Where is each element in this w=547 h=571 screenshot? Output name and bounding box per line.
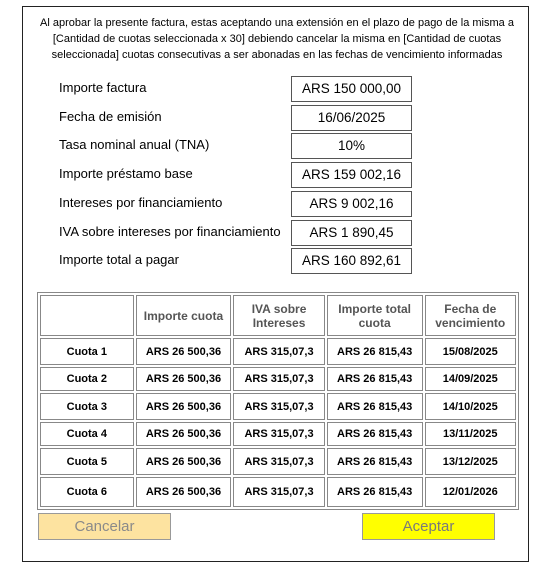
cancel-button[interactable]: Cancelar [38,513,171,540]
terms-notice: Al aprobar la presente factura, estas aceptando una extensión en el plazo de pago de la misma a [Cantidad de cuotas seleccionada x 30] debiendo cancelar la misma en [Cantidad de cuotas seleccionada] cuotas consecutivas a ser abonadas en las fechas de vencimiento informadas [40,17,514,61]
summary-value: 10% [291,133,412,159]
summary-value: ARS 160 892,61 [291,248,412,274]
column-header: Importe total cuota [327,295,423,336]
table-cell: ARS 26 500,36 [136,367,232,391]
table-cell: ARS 26 500,36 [136,422,232,446]
summary-row-intereses [59,191,419,217]
table-cell: ARS 26 500,36 [136,393,232,420]
summary-row-total-pagar [59,248,419,274]
summary-row-importe-factura [59,76,419,102]
table-cell: Cuota 1 [40,338,134,365]
table-cell: ARS 26 815,43 [327,367,423,391]
table-row [40,448,516,475]
table-cell: ARS 26 815,43 [327,338,423,365]
column-header: Importe cuota [136,295,232,336]
summary-row-fecha-emision [59,105,419,131]
summary-row-prestamo-base [59,162,419,188]
summary-label: Intereses por financiamiento [59,195,223,210]
table-row [40,422,516,446]
table-cell: Cuota 3 [40,393,134,420]
table-cell: ARS 26 815,43 [327,448,423,475]
table-cell: 14/10/2025 [425,393,517,420]
column-header [40,295,134,336]
summary-label: Importe préstamo base [59,166,193,181]
table-row [40,338,516,365]
invoice-financing-dialog [22,6,529,562]
table-cell: ARS 26 500,36 [136,448,232,475]
table-cell: Cuota 2 [40,367,134,391]
summary-value: 16/06/2025 [291,105,412,131]
table-cell: 15/08/2025 [425,338,517,365]
summary-row-iva-intereses [59,220,419,246]
table-cell: ARS 315,07,3 [233,477,324,507]
table-row [40,477,516,507]
table-cell: ARS 26 500,36 [136,477,232,507]
summary-value: ARS 1 890,45 [291,220,412,246]
summary-row-tna [59,133,419,159]
table-cell: ARS 315,07,3 [233,422,324,446]
table-header-row [40,295,516,336]
table-cell: Cuota 6 [40,477,134,507]
table-cell: ARS 26 500,36 [136,338,232,365]
summary-label: Importe total a pagar [59,252,179,267]
column-header: IVA sobre Intereses [233,295,324,336]
summary-label: Fecha de emisión [59,109,162,124]
summary-label: Importe factura [59,80,147,95]
table-cell: ARS 26 815,43 [327,422,423,446]
table-cell: ARS 315,07,3 [233,338,324,365]
summary-label: IVA sobre intereses por financiamiento [59,224,281,239]
accept-button[interactable]: Aceptar [362,513,495,540]
table-cell: 14/09/2025 [425,367,517,391]
table-cell: ARS 315,07,3 [233,448,324,475]
summary-label: Tasa nominal anual (TNA) [59,137,210,152]
summary-value: ARS 150 000,00 [291,76,412,102]
table-cell: 13/11/2025 [425,422,517,446]
table-cell: 13/12/2025 [425,448,517,475]
table-cell: Cuota 4 [40,422,134,446]
table-cell: 12/01/2026 [425,477,517,507]
table-cell: ARS 26 815,43 [327,393,423,420]
table-cell: Cuota 5 [40,448,134,475]
column-header: Fecha de vencimiento [425,295,517,336]
installments-table [37,292,519,510]
table-row [40,367,516,391]
table-cell: ARS 26 815,43 [327,477,423,507]
table-cell: ARS 315,07,3 [233,393,324,420]
table-cell: ARS 315,07,3 [233,367,324,391]
summary-value: ARS 159 002,16 [291,162,412,188]
table-row [40,393,516,420]
summary-value: ARS 9 002,16 [291,191,412,217]
